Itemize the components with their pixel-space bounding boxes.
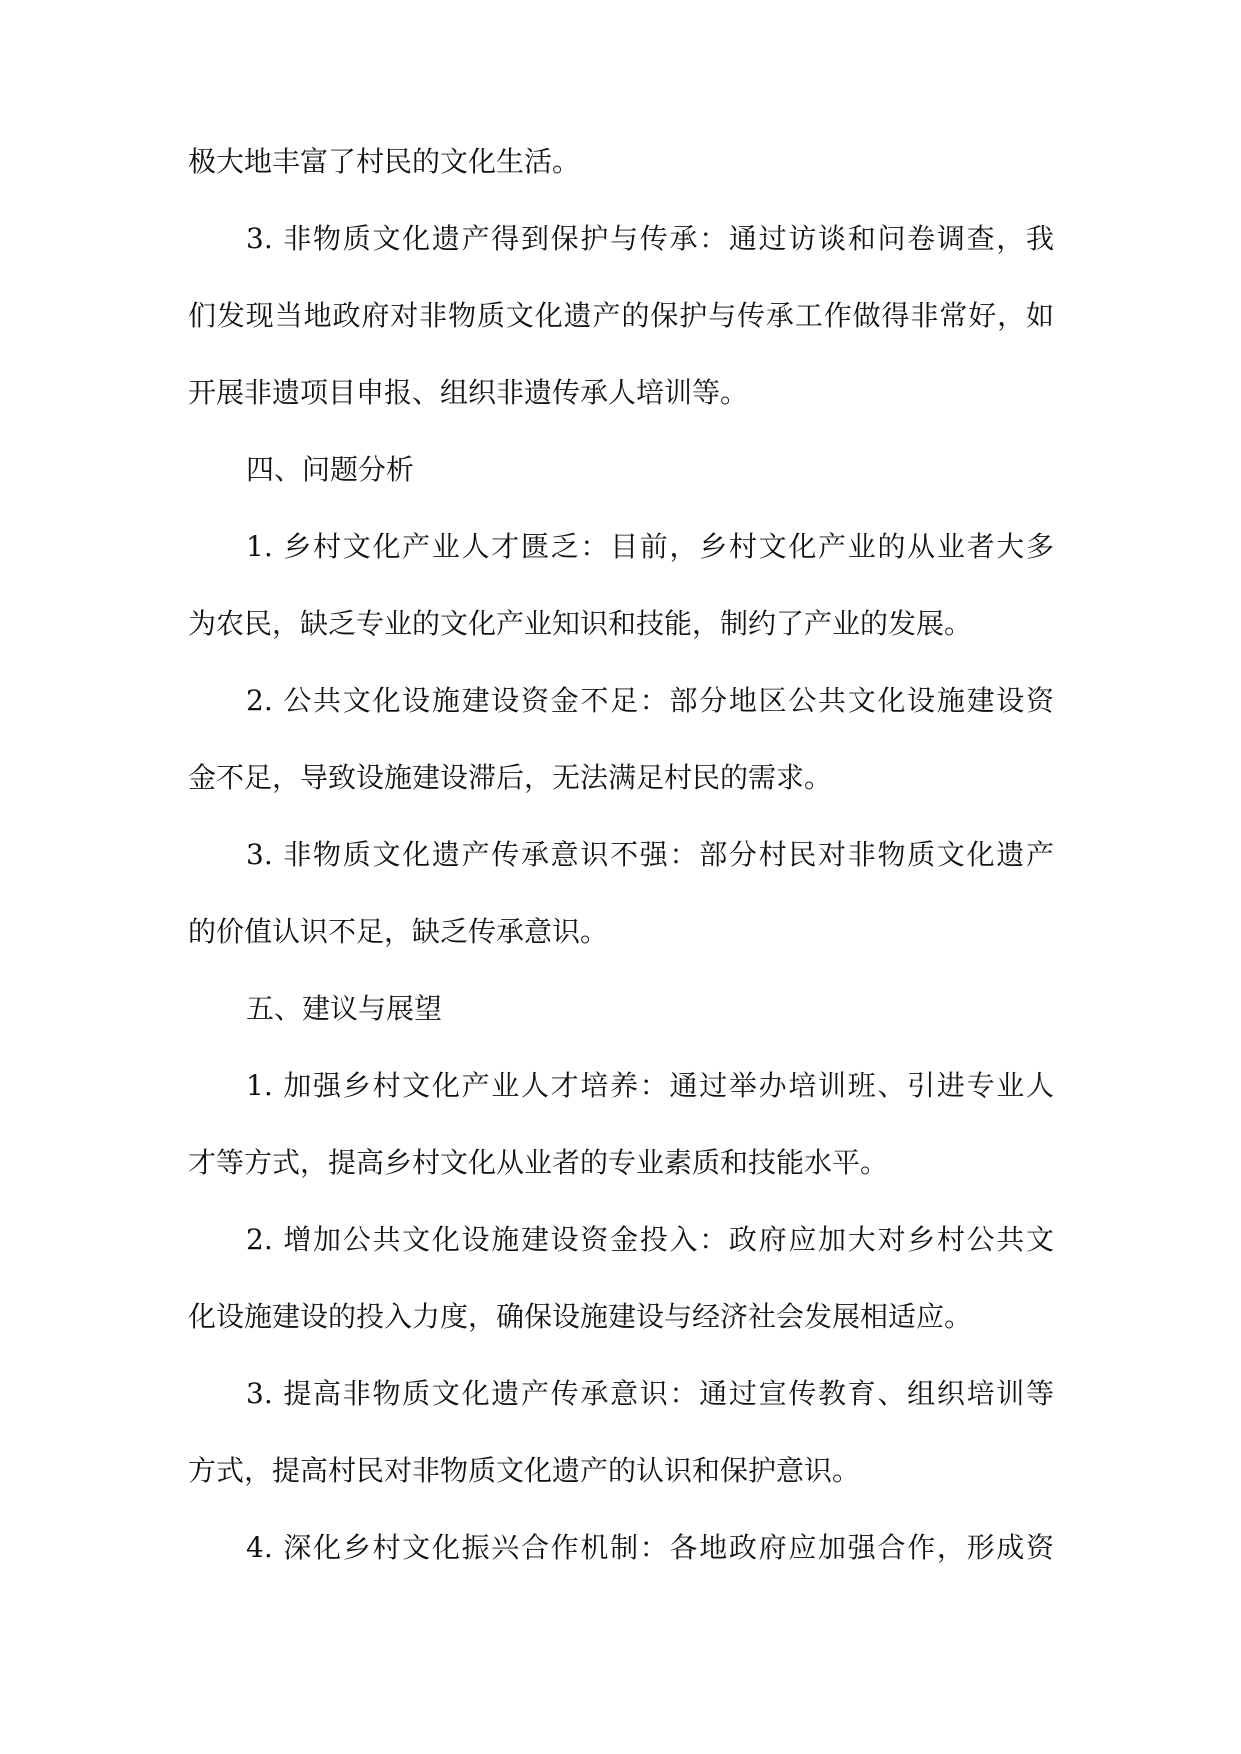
section-heading: 五、建议与展望 [246,992,443,1025]
text-line: 化设施建设的投入力度，确保设施建设与经济社会发展相适应。 [188,1300,973,1333]
list-item-line: 3. 非物质文化遗产得到保护与传承：通过访谈和问卷调查，我 [246,222,1054,255]
text-line: 们发现当地政府对非物质文化遗产的保护与传承工作做得非常好，如 [188,299,1054,332]
text-line: 才等方式，提高乡村文化从业者的专业素质和技能水平。 [188,1146,889,1179]
text-line: 为农民，缺乏专业的文化产业知识和技能，制约了产业的发展。 [188,607,973,640]
text-line: 金不足，导致设施建设滞后，无法满足村民的需求。 [188,761,833,794]
list-item-line: 2. 增加公共文化设施建设资金投入：政府应加大对乡村公共文 [246,1223,1054,1256]
list-item-line: 3. 非物质文化遗产传承意识不强：部分村民对非物质文化遗产 [246,838,1054,871]
list-item-line: 3. 提高非物质文化遗产传承意识：通过宣传教育、组织培训等 [246,1377,1054,1410]
section-heading: 四、问题分析 [246,453,415,486]
list-item-line: 4. 深化乡村文化振兴合作机制：各地政府应加强合作，形成资 [246,1531,1054,1564]
text-line: 的价值认识不足，缺乏传承意识。 [188,915,609,948]
text-line: 方式，提高村民对非物质文化遗产的认识和保护意识。 [188,1454,861,1487]
list-item-line: 2. 公共文化设施建设资金不足：部分地区公共文化设施建设资 [246,684,1054,717]
text-line: 极大地丰富了村民的文化生活。 [188,145,581,178]
list-item-line: 1. 乡村文化产业人才匮乏：目前，乡村文化产业的从业者大多 [246,530,1054,563]
document-body [188,144,1054,1607]
text-line: 开展非遗项目申报、组织非遗传承人培训等。 [188,376,749,409]
list-item-line: 1. 加强乡村文化产业人才培养：通过举办培训班、引进专业人 [246,1069,1054,1102]
